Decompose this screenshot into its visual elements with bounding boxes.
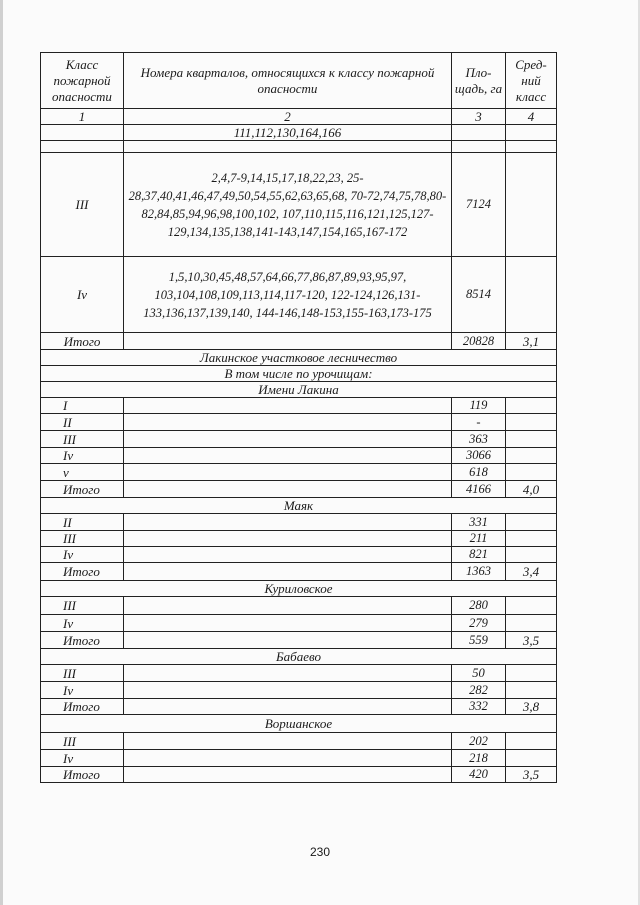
incl-title-row: [41, 366, 557, 382]
avg-cell: [506, 615, 557, 632]
quarters-cell: [124, 398, 452, 414]
colnum-3: 3: [452, 109, 506, 125]
total-label: Итого: [41, 481, 124, 498]
class-cell: III: [41, 431, 124, 448]
section-total-row: [41, 767, 557, 783]
page-number: 230: [309, 845, 331, 859]
total-avg: 3,1: [506, 333, 557, 350]
avg-cell: [506, 257, 557, 333]
colnum-2: 2: [124, 109, 452, 125]
quarters-cell: [124, 597, 452, 615]
total-label: Итого: [41, 563, 124, 581]
section-total-row: [41, 699, 557, 715]
quarters-cell: [124, 682, 452, 699]
section-title: Имени Лакина: [41, 382, 557, 398]
class-cell: Iv: [41, 448, 124, 464]
section-total-row: [41, 563, 557, 581]
total-avg: 3,4: [506, 563, 557, 581]
total-area: 420: [452, 767, 506, 783]
header-quarters: Номера кварталов, относящихся к классу пожарной опасности: [124, 53, 452, 109]
avg-cell: [506, 665, 557, 682]
total-avg: 4,0: [506, 481, 557, 498]
spacer-cell: [506, 141, 557, 153]
forestry-title: Лакинское участковое лесничество: [41, 350, 557, 366]
section-title: Куриловское: [41, 581, 557, 597]
section-class-row: [41, 398, 557, 414]
area-cell: 331: [452, 514, 506, 531]
class-cell: Iv: [41, 257, 124, 333]
total-area: 20828: [452, 333, 506, 350]
total-label: Итого: [41, 632, 124, 649]
total-label: Итого: [41, 699, 124, 715]
section-class-row: [41, 615, 557, 632]
quarters-area-cell: [452, 125, 506, 141]
quarters-cell: [124, 563, 452, 581]
class-cell: III: [41, 665, 124, 682]
class-cell: III: [41, 733, 124, 750]
total-avg: 3,5: [506, 767, 557, 783]
quarters-cell: [124, 464, 452, 481]
class-row: [41, 153, 557, 257]
class-cell: III: [41, 597, 124, 615]
class-cell: Iv: [41, 682, 124, 699]
area-cell: 119: [452, 398, 506, 414]
class-cell: I: [41, 398, 124, 414]
section-class-row: [41, 682, 557, 699]
section-total-row: [41, 632, 557, 649]
spacer-cell: [452, 141, 506, 153]
class-cell: III: [41, 153, 124, 257]
column-number-row: [41, 109, 557, 125]
section-title-row: [41, 581, 557, 597]
quarters-cell: [124, 514, 452, 531]
quarters-row: [41, 125, 557, 141]
total-area: 332: [452, 699, 506, 715]
incl-title: В том числе по урочищам:: [41, 366, 557, 382]
section-class-row: [41, 414, 557, 431]
area-cell: 280: [452, 597, 506, 615]
class-cell: III: [41, 531, 124, 547]
section-class-row: [41, 464, 557, 481]
avg-cell: [506, 398, 557, 414]
area-cell: 7124: [452, 153, 506, 257]
section-class-row: [41, 665, 557, 682]
section-total-row: [41, 481, 557, 498]
quarters-cell: [124, 767, 452, 783]
class-row: [41, 257, 557, 333]
area-cell: -: [452, 414, 506, 431]
quarters-cell: [124, 699, 452, 715]
quarters-cell: [124, 414, 452, 431]
section-title: Маяк: [41, 498, 557, 514]
quarters-list: 2,4,7-9,14,15,17,18,22,23, 25-28,37,40,41,46,47,49,50,54,55,62,63,65,68, 70-72,74,75,78,80-82,84,85,94,96,98,100,102, 107,110,115,116,121,125,127- 129,134,135,138,141-143,147,154,165,167-172: [124, 153, 452, 257]
avg-cell: [506, 682, 557, 699]
total-area: 559: [452, 632, 506, 649]
quarters-cell: [124, 547, 452, 563]
section-class-row: [41, 448, 557, 464]
area-cell: 50: [452, 665, 506, 682]
section-title-row: [41, 649, 557, 665]
avg-cell: [506, 531, 557, 547]
total-label: Итого: [41, 767, 124, 783]
section-class-row: [41, 531, 557, 547]
section-class-row: [41, 547, 557, 563]
section-title-row: [41, 382, 557, 398]
quarters-cell: [124, 431, 452, 448]
section-title: Воршанское: [41, 715, 557, 733]
area-cell: 618: [452, 464, 506, 481]
avg-cell: [506, 733, 557, 750]
section-title: Бабаево: [41, 649, 557, 665]
quarters-cell: [124, 448, 452, 464]
header-avg-class: Сред- ний класс: [506, 53, 557, 109]
section-class-row: [41, 514, 557, 531]
total-area: 4166: [452, 481, 506, 498]
area-cell: 821: [452, 547, 506, 563]
area-cell: 211: [452, 531, 506, 547]
avg-cell: [506, 414, 557, 431]
quarters-cell: [124, 733, 452, 750]
spacer-cell: [124, 141, 452, 153]
scan-left-edge: [0, 0, 3, 905]
area-cell: 279: [452, 615, 506, 632]
header-area: Пло- щадь, га: [452, 53, 506, 109]
class-cell: v: [41, 464, 124, 481]
area-cell: 202: [452, 733, 506, 750]
avg-cell: [506, 431, 557, 448]
total-row: [41, 333, 557, 350]
total-quarters-cell: [124, 333, 452, 350]
header-row: [41, 53, 557, 109]
section-class-row: [41, 750, 557, 767]
avg-cell: [506, 153, 557, 257]
class-cell: II: [41, 414, 124, 431]
avg-cell: [506, 597, 557, 615]
area-cell: 3066: [452, 448, 506, 464]
area-cell: 8514: [452, 257, 506, 333]
quarters-cell: [124, 531, 452, 547]
quarters-cell: [124, 615, 452, 632]
section-class-row: [41, 597, 557, 615]
section-title-row: [41, 715, 557, 733]
quarters-cell: [124, 750, 452, 767]
area-cell: 218: [452, 750, 506, 767]
area-cell: 363: [452, 431, 506, 448]
avg-cell: [506, 514, 557, 531]
fire-hazard-table: [40, 52, 557, 783]
total-area: 1363: [452, 563, 506, 581]
class-cell: Iv: [41, 615, 124, 632]
colnum-1: 1: [41, 109, 124, 125]
colnum-4: 4: [506, 109, 557, 125]
class-cell: Iv: [41, 750, 124, 767]
total-avg: 3,5: [506, 632, 557, 649]
avg-cell: [506, 448, 557, 464]
quarters-avg-cell: [506, 125, 557, 141]
quarters-list: 111,112,130,164,166: [124, 125, 452, 141]
avg-cell: [506, 750, 557, 767]
total-avg: 3,8: [506, 699, 557, 715]
section-class-row: [41, 733, 557, 750]
header-class: Класс пожарной опасности: [41, 53, 124, 109]
quarters-cell: [124, 481, 452, 498]
quarters-cell: [124, 632, 452, 649]
quarters-cell: [124, 665, 452, 682]
section-class-row: [41, 431, 557, 448]
class-cell: II: [41, 514, 124, 531]
total-label: Итого: [41, 333, 124, 350]
class-cell: Iv: [41, 547, 124, 563]
quarters-list: 1,5,10,30,45,48,57,64,66,77,86,87,89,93,95,97, 103,104,108,109,113,114,117-120, 122-124,126,131-133,136,137,139,140, 144-146,148-153,155-163,173-175: [124, 257, 452, 333]
forestry-title-row: [41, 350, 557, 366]
avg-cell: [506, 464, 557, 481]
area-cell: 282: [452, 682, 506, 699]
spacer-row: [41, 141, 557, 153]
section-title-row: [41, 498, 557, 514]
avg-cell: [506, 547, 557, 563]
spacer-cell: [41, 141, 124, 153]
quarters-class-cell: [41, 125, 124, 141]
